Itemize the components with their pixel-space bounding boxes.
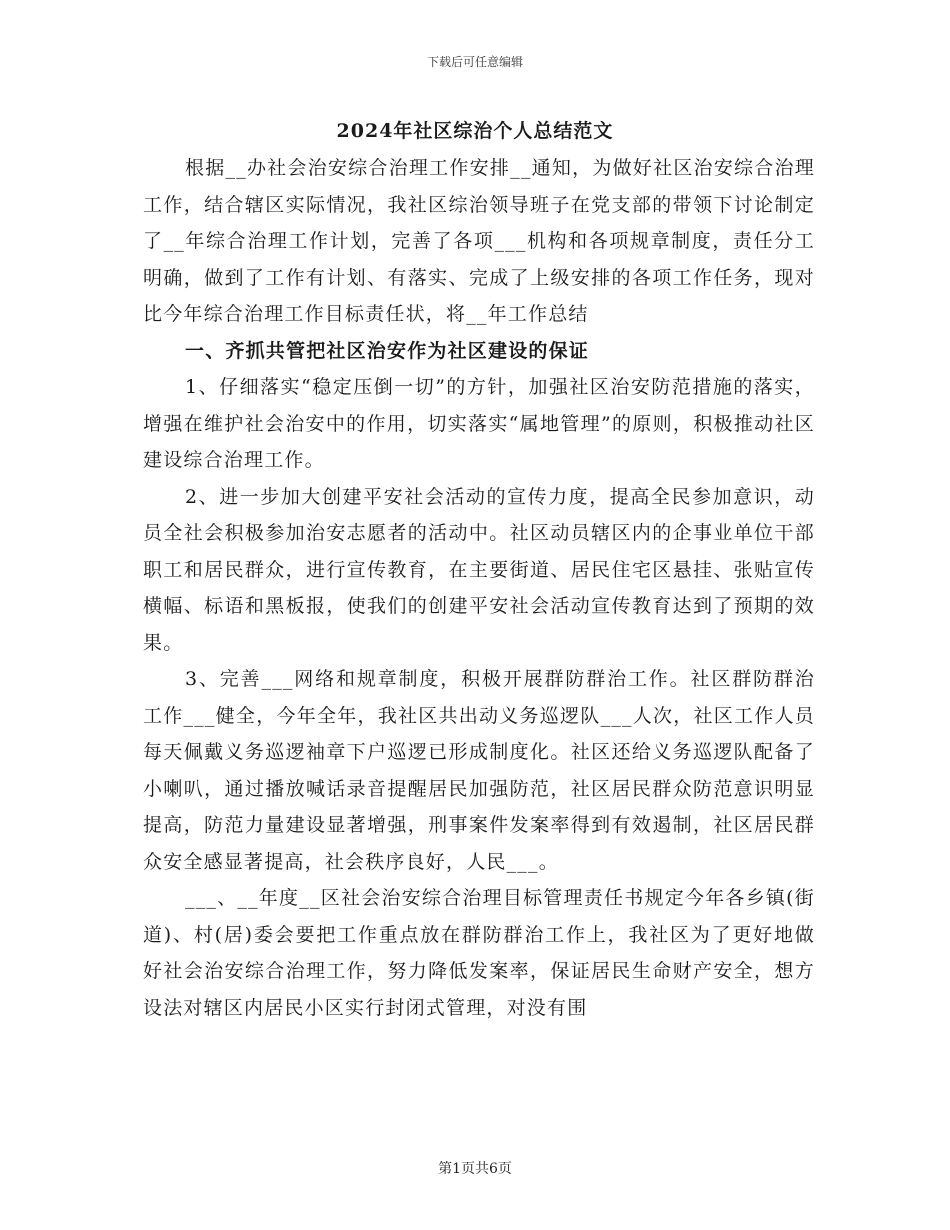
document-body — [143, 150, 815, 1026]
paragraph-item-1: 1、仔细落实“稳定压倒一切”的方针，加强社区治安防范措施的落实，增强在维护社会治安中的作用，切实落实“属地管理”的原则，积极推动社区建设综合治理工作。 — [143, 376, 815, 471]
paragraph-item-2: 2、进一步加大创建平安社会活动的宣传力度，提高全民参加意识，动员全社会积极参加治安志愿者的活动中。社区动员辖区内的企事业单位干部职工和居民群众，进行宣传教育，在主要街道、居民住宅区悬挂、张贴宣传横幅、标语和黑板报，使我们的创建平安社会活动宣传教育达到了预期的效果。 — [143, 485, 815, 654]
paragraph-intro: 根据__办社会治安综合治理工作安排__通知，为做好社区治安综合治理工作，结合辖区实际情况，我社区综治领导班子在党支部的带领下讨论制定了__年综合治理工作计划，完善了各项___机构和各项规章制度，责任分工明确，做到了工作有计划、有落实、完成了上级安排的各项工作任务，现对比今年综合治理工作目标责任状，将__年工作总结 — [143, 157, 815, 325]
paragraph-item-4: ___、__年度__区社会治安综合治理目标管理责任书规定今年各乡镇(街道)、村(居)委会要把工作重点放在群防群治工作上，我社区为了更好地做好社会治安综合治理工作，努力降低发案率，保证居民生命财产安全，想方设法对辖区内居民小区实行封闭式管理，对没有围 — [143, 887, 815, 1019]
header-note: 下载后可任意编辑 — [426, 55, 523, 69]
section-heading-1: 一、齐抓共管把社区治安作为社区建设的保证 — [185, 339, 590, 362]
document-title: 2024年社区综治个人总结范文 — [336, 120, 614, 142]
paragraph-item-3: 3、完善___网络和规章制度，积极开展群防群治工作。社区群防群治工作___健全，今年全年，我社区共出动义务巡逻队___人次，社区工作人员每天佩戴义务巡逻袖章下户巡逻已形成制度化。社区还给义务巡逻队配备了小喇叭，通过播放喊话录音提醒居民加强防范，社区居民群众防范意识明显提高，防范力量建设显著增强，刑事案件发案率得到有效遏制，社区居民群众安全感显著提高，社会秩序良好，人民___。 — [143, 668, 815, 873]
page-footer: 第1页共6页 — [438, 1161, 512, 1177]
